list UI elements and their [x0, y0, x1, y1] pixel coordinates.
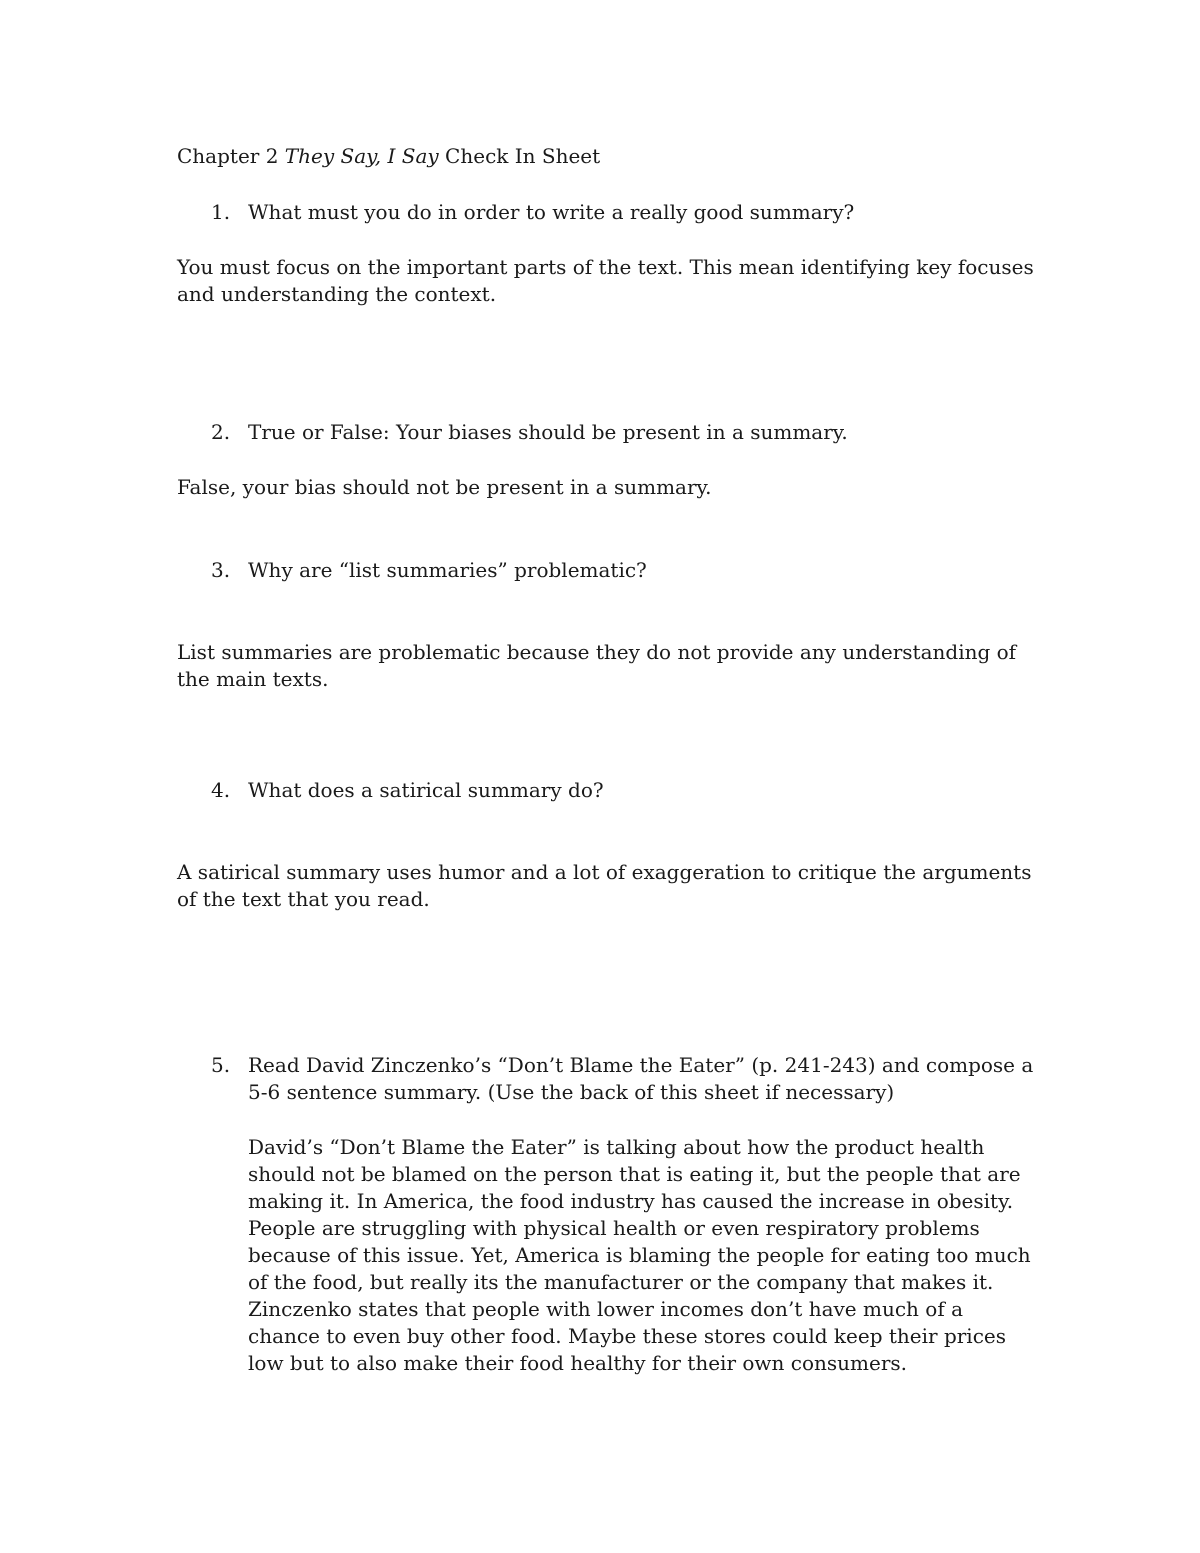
question-3: [177, 557, 1037, 584]
question-text: True or False: Your biases should be present in a summary.: [248, 420, 848, 444]
question-text: Read David Zinczenko’s “Don’t Blame the Eater” (p. 241-243) and compose a 5-6 sentence summary. (Use the back of this sheet if necessary): [248, 1053, 1034, 1104]
question-number: 2.: [211, 420, 231, 444]
question-number: 1.: [211, 200, 231, 224]
question-2: [177, 419, 1037, 446]
answer-3: List summaries are problematic because they do not provide any understanding of the main texts.: [177, 640, 1017, 691]
answer-1: You must focus on the important parts of the text. This mean identifying key focuses and understanding the context.: [177, 255, 1034, 306]
title-suffix: Check In Sheet: [438, 144, 601, 168]
question-number: 4.: [211, 778, 231, 802]
question-number: 3.: [211, 558, 231, 582]
answer-4: A satirical summary uses humor and a lot of exaggeration to critique the arguments of the text that you read.: [177, 860, 1032, 911]
question-text: Why are “list summaries” problematic?: [248, 558, 647, 582]
document-title: [177, 143, 1037, 170]
question-number: 5.: [211, 1053, 231, 1077]
question-5: [177, 1052, 1037, 1106]
title-prefix: Chapter 2: [177, 144, 285, 168]
question-1: [177, 199, 1037, 226]
answer-2: False, your bias should not be present in a summary.: [177, 475, 712, 499]
title-book-name: They Say, I Say: [284, 144, 439, 168]
question-text: What does a satirical summary do?: [248, 778, 604, 802]
question-text: What must you do in order to write a really good summary?: [248, 200, 855, 224]
question-4: [177, 777, 1037, 804]
answer-5: David’s “Don’t Blame the Eater” is talking about how the product health should not be blamed on the person that is eating it, but the people that are making it. In America, the food industry has caused the increase in obesity. People are struggling with physical health or even respiratory problems because of this issue. Yet, America is blaming the people for eating too much of the food, but really its the manufacturer or the company that makes it. Zinczenko states that people with lower incomes don’t have much of a chance to even buy other food. Maybe these stores could keep their prices low but to also make their food healthy for their own consumers.: [248, 1135, 1031, 1375]
